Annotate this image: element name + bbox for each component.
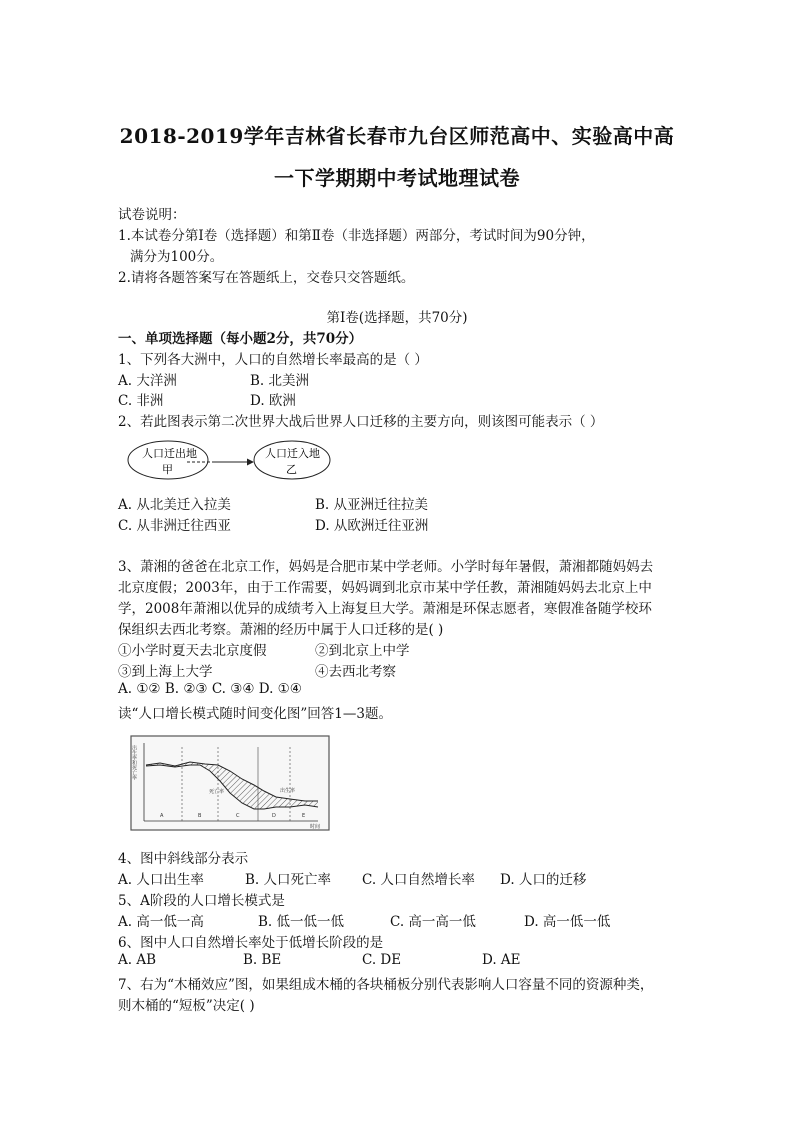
instructions-item-2: 2.请将各题答案写在答题纸上，交卷只交答题纸。 [118,270,415,286]
q6-stem: 6、图中人口自然增长率处于低增长阶段的是 [118,935,384,951]
q4-option-d: D. 人口的迁移 [500,872,587,888]
death-rate-label: 死亡率 [209,789,225,795]
q7-stem-1: 7、右为“木桶效应”图，如果组成木桶的各块桶板分别代表影响人口容量不同的资源种类， [118,977,654,993]
q3-stem-3: 学，2008年萧湘以优异的成绩考入上海复旦大学。萧湘是环保志愿者，寒假准备随学校环 [118,601,652,617]
part1-heading: 一、单项选择题（每小题2分，共70分） [118,331,363,347]
origin-label-2: 甲 [162,463,173,476]
q4-option-a: A. 人口出生率 [118,872,204,888]
q6-option-d: D. AE [482,952,521,968]
q6-option-c: C. DE [362,952,402,968]
origin-label-1: 人口迁出地 [142,447,197,460]
title-line-2: 一下学期期中考试地理试卷 [274,166,520,190]
q1-stem: 1、下列各大洲中，人口的自然增长率最高的是（ ） [118,352,428,368]
population-growth-figure [130,735,330,831]
q3-option-1: ①小学时夏天去北京度假 [118,643,267,659]
arrow-head [247,459,254,466]
instructions-item-1-cont: 满分为100分。 [130,249,224,265]
q3-answers: A. ①② B. ②③ C. ③④ D. ①④ [118,681,302,697]
q1-option-d: D. 欧洲 [250,393,296,409]
y-axis-label: 出生率和死亡率 [131,745,137,780]
q1-option-a: A. 大洋洲 [118,373,177,389]
q1-option-b: B. 北美洲 [250,373,310,389]
q2-stem: 2、若此图表示第二次世界大战后世界人口迁移的主要方向，则该图可能表示（ ） [118,414,604,430]
q5-option-a: A. 高一低一高 [118,914,204,930]
instructions-item-1: 1.本试卷分第Ⅰ卷（选择题）和第Ⅱ卷（非选择题）两部分，考试时间为90分钟， [118,228,595,244]
q5-stem: 5、A阶段的人口增长模式是 [118,893,285,909]
q3-option-2: ②到北京上中学 [315,643,410,659]
stage-c-label: C [236,813,240,819]
q4-stem: 4、图中斜线部分表示 [118,851,249,867]
section-title: 第Ⅰ卷(选择题，共70分) [326,310,468,326]
q3-stem-2: 北京度假；2003年，由于工作需要，妈妈调到北京市某中学任教，萧湘随妈妈去北京上中 [118,580,652,596]
q3-stem-4: 保组织去西北考察。萧湘的经历中属于人口迁移的是( ) [118,622,444,638]
stage-a-label: A [160,813,164,819]
q7-stem-2: 则木桶的“短板”决定( ) [118,998,255,1014]
destination-label-1: 人口迁入地 [265,447,320,460]
q2-option-c: C. 从非洲迁往西亚 [118,518,231,534]
q2-option-d: D. 从欧洲迁往亚洲 [315,518,429,534]
stage-e-label: E [302,813,306,819]
q3-stem-1: 3、萧湘的爸爸在北京工作，妈妈是合肥市某中学老师。小学时每年暑假，萧湘都随妈妈去 [118,559,654,575]
instructions-heading: 试卷说明： [118,207,186,223]
q3-option-3: ③到上海上大学 [118,664,213,680]
birth-rate-label: 出生率 [280,788,296,794]
q2-option-a: A. 从北美迁入拉美 [118,497,231,513]
q1-option-c: C. 非洲 [118,393,164,409]
q5-option-b: B. 低一低一低 [258,914,345,930]
title-line-1: 2018-2019学年吉林省长春市九台区师范高中、实验高中高 [119,124,675,148]
q6-option-a: A. AB [118,952,157,968]
stage-b-label: B [198,813,202,819]
q4-option-c: C. 人口自然增长率 [362,872,475,888]
stage-d-label: D [272,813,276,819]
q3-option-4: ④去西北考察 [315,664,396,680]
q6-option-b: B. BE [243,952,282,968]
destination-label-2: 乙 [286,463,297,476]
x-axis-label: 时间 [310,824,321,830]
reading-intro: 读“人口增长模式随时间变化图”回答1—3题。 [118,706,392,722]
q4-option-b: B. 人口死亡率 [245,872,332,888]
q5-option-d: D. 高一低一低 [524,914,611,930]
q5-option-c: C. 高一高一低 [390,914,476,930]
migration-diagram [125,436,335,484]
q2-option-b: B. 从亚洲迁往拉美 [315,497,429,513]
